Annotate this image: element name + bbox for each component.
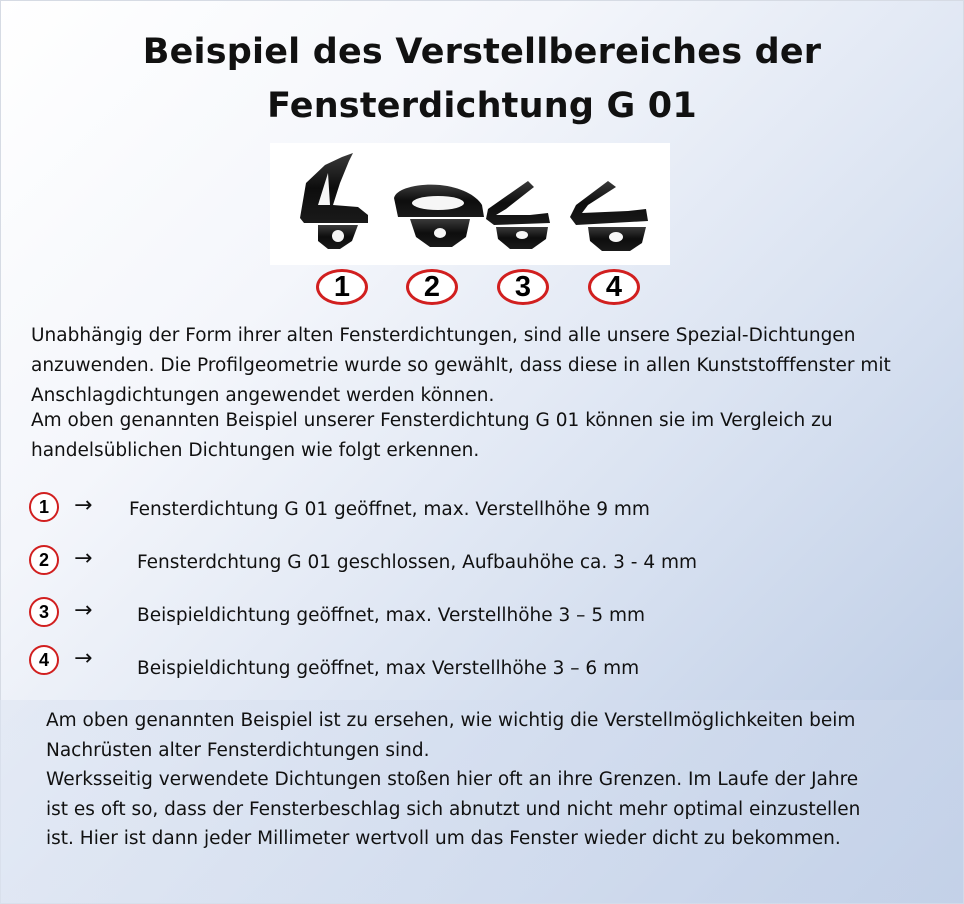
seal-profiles-svg <box>270 143 670 265</box>
legend-number-4: 4 <box>29 645 59 675</box>
conclusion-line: ist. Hier ist dann jeder Millimeter wertvoll um das Fenster wieder dicht zu bekommen. <box>46 828 841 849</box>
figure-number-4: 4 <box>588 269 640 305</box>
intro-line: Unabhängig der Form ihrer alten Fensterdichtungen, sind alle unsere Spezial-Dichtungen <box>31 325 856 346</box>
conclusion-line: Werksseitig verwendete Dichtungen stoßen hier oft an ihre Grenzen. Im Laufe der Jahre <box>46 769 859 790</box>
legend-text-2: Fensterdchtung G 01 geschlossen, Aufbauhöhe ca. 3 - 4 mm <box>137 552 698 573</box>
conclusion-line: Am oben genannten Beispiel ist zu ersehen, wie wichtig die Verstellmöglichkeiten beim <box>46 710 856 731</box>
seal-profile-1 <box>300 153 368 249</box>
figure-number-2: 2 <box>406 269 458 305</box>
page-title-line-1: Beispiel des Verstellbereiches der <box>142 32 822 72</box>
page-title-line-2: Fensterdichtung G 01 <box>267 86 697 126</box>
intro-line: Am oben genannten Beispiel unserer Fensterdichtung G 01 können sie im Vergleich zu <box>31 410 833 431</box>
intro-paragraph-1 <box>31 321 891 411</box>
seal-profile-3 <box>486 181 550 249</box>
arrow-icon: → <box>74 493 93 518</box>
figure-number-3: 3 <box>497 269 549 305</box>
intro-line: Anschlagdichtungen angewendet werden können. <box>31 385 495 406</box>
seal-profiles-image <box>270 143 670 265</box>
legend-text-3: Beispieldichtung geöffnet, max. Verstellhöhe 3 – 5 mm <box>137 605 646 626</box>
intro-line: handelsüblichen Dichtungen wie folgt erkennen. <box>31 440 480 461</box>
conclusion-line: ist es oft so, dass der Fensterbeschlag sich abnutzt und nicht mehr optimal einzustellen <box>46 798 861 820</box>
legend-number-2: 2 <box>29 545 59 575</box>
legend-number-1: 1 <box>29 492 59 522</box>
arrow-icon: → <box>74 598 93 623</box>
seal-profile-4 <box>570 181 648 251</box>
intro-line: anzuwenden. Die Profilgeometrie wurde so gewählt, dass diese in allen Kunststofffenster mit <box>31 355 891 376</box>
conclusion-paragraph <box>46 706 860 854</box>
figure-number-1: 1 <box>316 269 368 305</box>
conclusion-line: Nachrüsten alter Fensterdichtungen sind. <box>46 739 430 761</box>
seal-profile-2 <box>394 185 484 247</box>
arrow-icon: → <box>74 546 93 571</box>
legend-number-3: 3 <box>29 597 59 627</box>
legend-text-4: Beispieldichtung geöffnet, max Verstellhöhe 3 – 6 mm <box>137 658 640 679</box>
legend-text-1: Fensterdichtung G 01 geöffnet, max. Verstellhöhe 9 mm <box>129 499 650 520</box>
arrow-icon: → <box>74 646 93 671</box>
intro-paragraph-2 <box>31 406 833 466</box>
